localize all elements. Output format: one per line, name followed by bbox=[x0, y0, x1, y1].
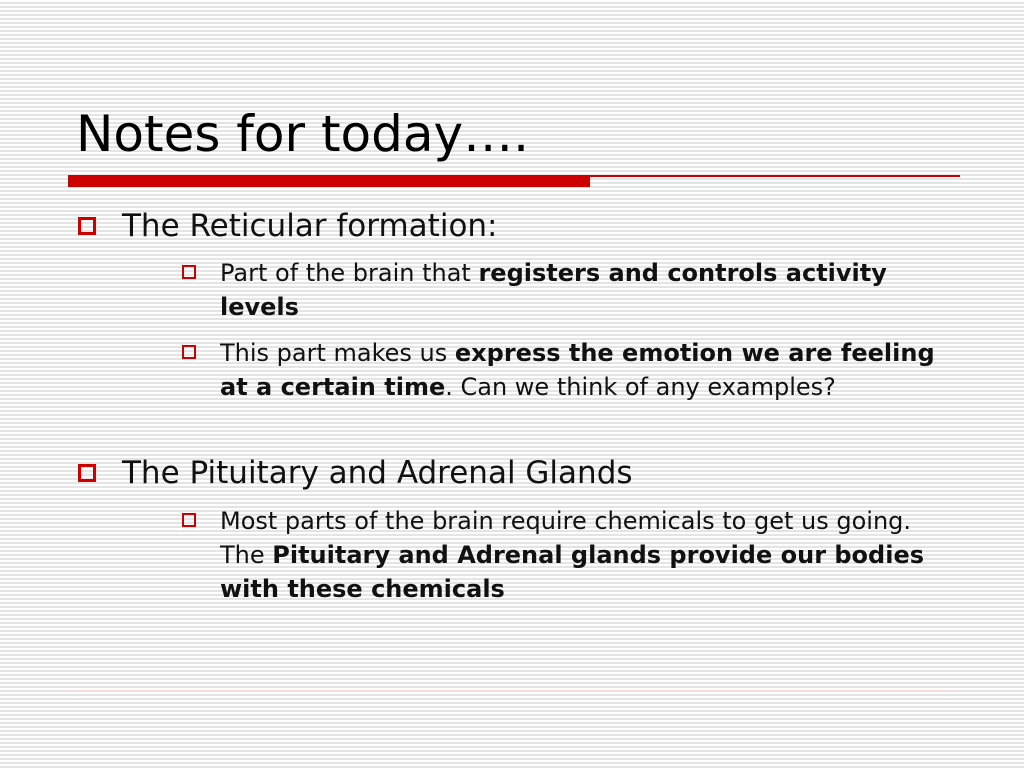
subbullet-text bbox=[220, 504, 942, 606]
footer-divider bbox=[68, 690, 956, 692]
bullet-pituitary-adrenal bbox=[78, 455, 633, 491]
subbullet-text-bold: registers and controls activity levels bbox=[220, 259, 887, 321]
subbullet-express-emotion bbox=[182, 336, 942, 404]
subbullet-text-bold: Pituitary and Adrenal glands provide our bodies with these chemicals bbox=[220, 541, 925, 603]
bullet-reticular-formation bbox=[78, 208, 498, 244]
subbullet-text bbox=[220, 256, 942, 324]
subbullet-text-plain: Most parts of the brain require chemicals to get us going. The bbox=[220, 507, 912, 569]
bullet-text: The Pituitary and Adrenal Glands bbox=[122, 455, 633, 491]
subbullet-text-plain: This part makes us bbox=[220, 339, 455, 367]
square-bullet-icon bbox=[182, 513, 196, 527]
title-underline-thick bbox=[68, 175, 590, 187]
title-underline-thin bbox=[590, 175, 960, 177]
subbullet-registers-activity bbox=[182, 256, 942, 324]
subbullet-text-bold: express the emotion we are feeling at a certain time bbox=[220, 339, 935, 401]
square-bullet-icon bbox=[78, 464, 96, 482]
square-bullet-icon bbox=[182, 265, 196, 279]
square-bullet-icon bbox=[78, 217, 96, 235]
subbullet-text-plain-end: . Can we think of any examples? bbox=[445, 373, 836, 401]
subbullet-text bbox=[220, 336, 942, 404]
bullet-text: The Reticular formation: bbox=[122, 208, 498, 244]
slide-title: Notes for today…. bbox=[76, 105, 530, 163]
square-bullet-icon bbox=[182, 345, 196, 359]
subbullet-chemicals bbox=[182, 504, 942, 606]
subbullet-text-plain: Part of the brain that bbox=[220, 259, 479, 287]
